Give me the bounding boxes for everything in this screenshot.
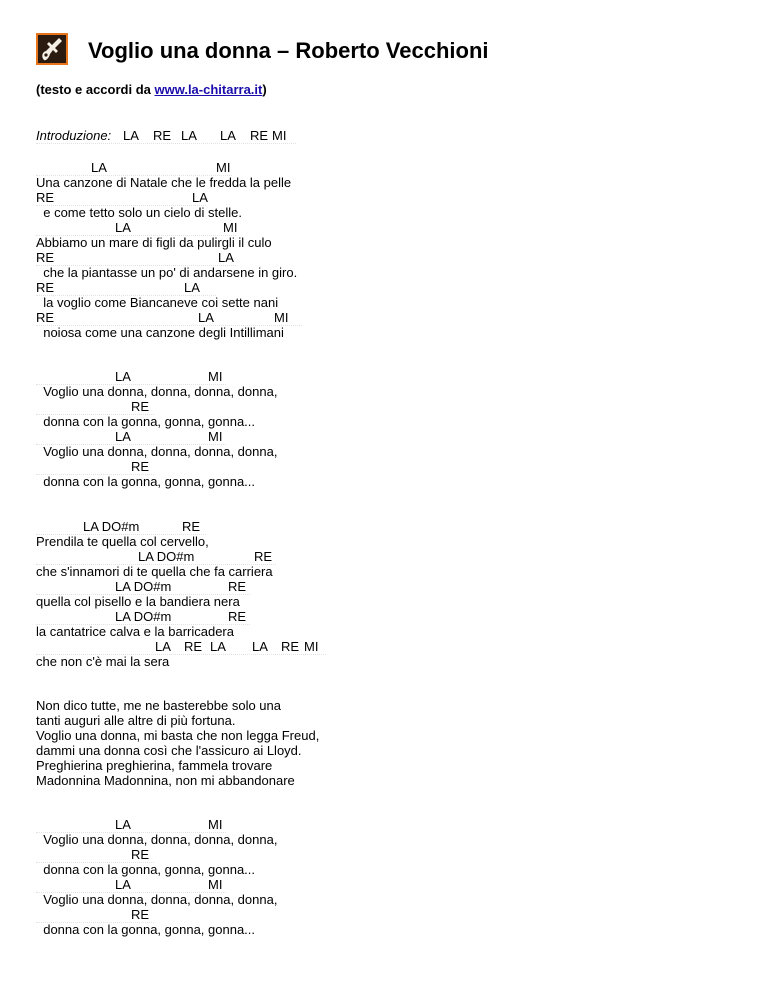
chord: RE <box>184 639 203 654</box>
lyric-line: donna con la gonna, gonna, gonna... <box>36 922 256 937</box>
chord: MI <box>304 639 319 654</box>
intro-line <box>36 128 296 144</box>
source-suffix: ) <box>262 82 267 97</box>
page-title: Voglio una donna – Roberto Vecchioni <box>88 38 489 63</box>
chord: RE <box>281 639 300 654</box>
chord: RE <box>36 190 55 205</box>
chord: RE <box>228 579 247 594</box>
lyric-line: donna con la gonna, gonna, gonna... <box>36 474 256 489</box>
chord: LA DO#m <box>138 549 195 564</box>
chord: MI <box>274 310 289 325</box>
chord-line <box>36 280 216 296</box>
chord: MI <box>208 817 223 832</box>
lyric-line: donna con la gonna, gonna, gonna... <box>36 862 256 877</box>
chord-line <box>36 907 154 923</box>
lyric-line: Madonnina Madonnina, non mi abbandonare <box>36 773 295 788</box>
chord-line <box>36 549 276 565</box>
lyric-line: e come tetto solo un cielo di stelle. <box>36 205 242 220</box>
chord-line <box>36 817 226 833</box>
chord-line <box>36 877 226 893</box>
chord: LA <box>220 128 236 143</box>
chord: RE <box>131 459 150 474</box>
chord: LA DO#m <box>115 609 172 624</box>
lyric-line: la voglio come Biancaneve coi sette nani <box>36 295 279 310</box>
chord: MI <box>208 369 223 384</box>
chord-line <box>36 160 232 176</box>
lyric-line: Voglio una donna, donna, donna, donna, <box>36 444 278 459</box>
chord: LA <box>115 429 131 444</box>
chord: RE <box>228 609 247 624</box>
lyric-line: Voglio una donna, donna, donna, donna, <box>36 892 278 907</box>
chord: LA <box>184 280 200 295</box>
chord: RE <box>254 549 273 564</box>
chord: LA <box>115 220 131 235</box>
chord-line <box>36 399 154 415</box>
chord: LA <box>192 190 208 205</box>
chord: MI <box>272 128 287 143</box>
chord: RE <box>153 128 172 143</box>
chord: MI <box>223 220 238 235</box>
chord-line <box>36 579 250 595</box>
lyric-line: Voglio una donna, mi basta che non legga Freud, <box>36 728 320 743</box>
chord-line <box>36 429 226 445</box>
intro-label: Introduzione: <box>36 128 112 143</box>
chord-line <box>36 310 302 326</box>
chord: LA <box>115 877 131 892</box>
chord: LA <box>210 639 226 654</box>
chord: MI <box>208 429 223 444</box>
lyric-line: Una canzone di Natale che le fredda la pelle <box>36 175 292 190</box>
chord: LA DO#m <box>115 579 172 594</box>
lyric-line: Preghierina preghierina, fammela trovare <box>36 758 273 773</box>
chord-line <box>36 847 154 863</box>
chord-line <box>36 250 236 266</box>
chord: RE <box>36 250 55 265</box>
chord-line <box>36 519 206 535</box>
chord: RE <box>36 280 55 295</box>
chord: LA <box>198 310 214 325</box>
lyric-line: la cantatrice calva e la barricadera <box>36 624 234 639</box>
chord: LA <box>181 128 197 143</box>
chord-line <box>36 609 250 625</box>
chord: LA <box>155 639 171 654</box>
source-prefix: (testo e accordi da <box>36 82 155 97</box>
chord: LA <box>91 160 107 175</box>
chord: RE <box>250 128 269 143</box>
chord-line <box>36 459 154 475</box>
chord: LA <box>252 639 268 654</box>
chord: MI <box>216 160 231 175</box>
chord: RE <box>131 907 150 922</box>
lyric-line: che la piantasse un po' di andarsene in giro. <box>36 265 298 280</box>
chord: LA DO#m <box>83 519 140 534</box>
lyric-line: noiosa come una canzone degli Intillimani <box>36 325 284 340</box>
chord: MI <box>208 877 223 892</box>
chord: RE <box>36 310 55 325</box>
guitar-logo-icon <box>36 33 68 65</box>
lyric-line: quella col pisello e la bandiera nera <box>36 594 240 609</box>
chord-line <box>36 220 236 236</box>
lyric-line: Voglio una donna, donna, donna, donna, <box>36 832 278 847</box>
chord: RE <box>131 847 150 862</box>
chord: LA <box>123 128 139 143</box>
chord-line <box>36 369 226 385</box>
chord: LA <box>115 817 131 832</box>
lyric-line: Voglio una donna, donna, donna, donna, <box>36 384 278 399</box>
chord: RE <box>131 399 150 414</box>
lyric-line: che non c'è mai la sera <box>36 654 170 669</box>
lyric-line: Prendila te quella col cervello, <box>36 534 209 549</box>
chord: LA <box>218 250 234 265</box>
lyric-line: dammi una donna così che l'assicuro ai Lloyd. <box>36 743 302 758</box>
chord: RE <box>182 519 201 534</box>
lyric-line: Abbiamo un mare di figli da pulirgli il culo <box>36 235 272 250</box>
source-link[interactable]: www.la-chitarra.it <box>154 82 263 97</box>
lyric-line: Non dico tutte, me ne basterebbe solo una <box>36 698 281 713</box>
lyric-line: tanti auguri alle altre di più fortuna. <box>36 713 236 728</box>
source-credit <box>36 82 267 97</box>
lyric-line: che s'innamori di te quella che fa carriera <box>36 564 273 579</box>
chord: LA <box>115 369 131 384</box>
lyric-line: donna con la gonna, gonna, gonna... <box>36 414 256 429</box>
chord-line <box>36 639 326 655</box>
chord-line <box>36 190 206 206</box>
